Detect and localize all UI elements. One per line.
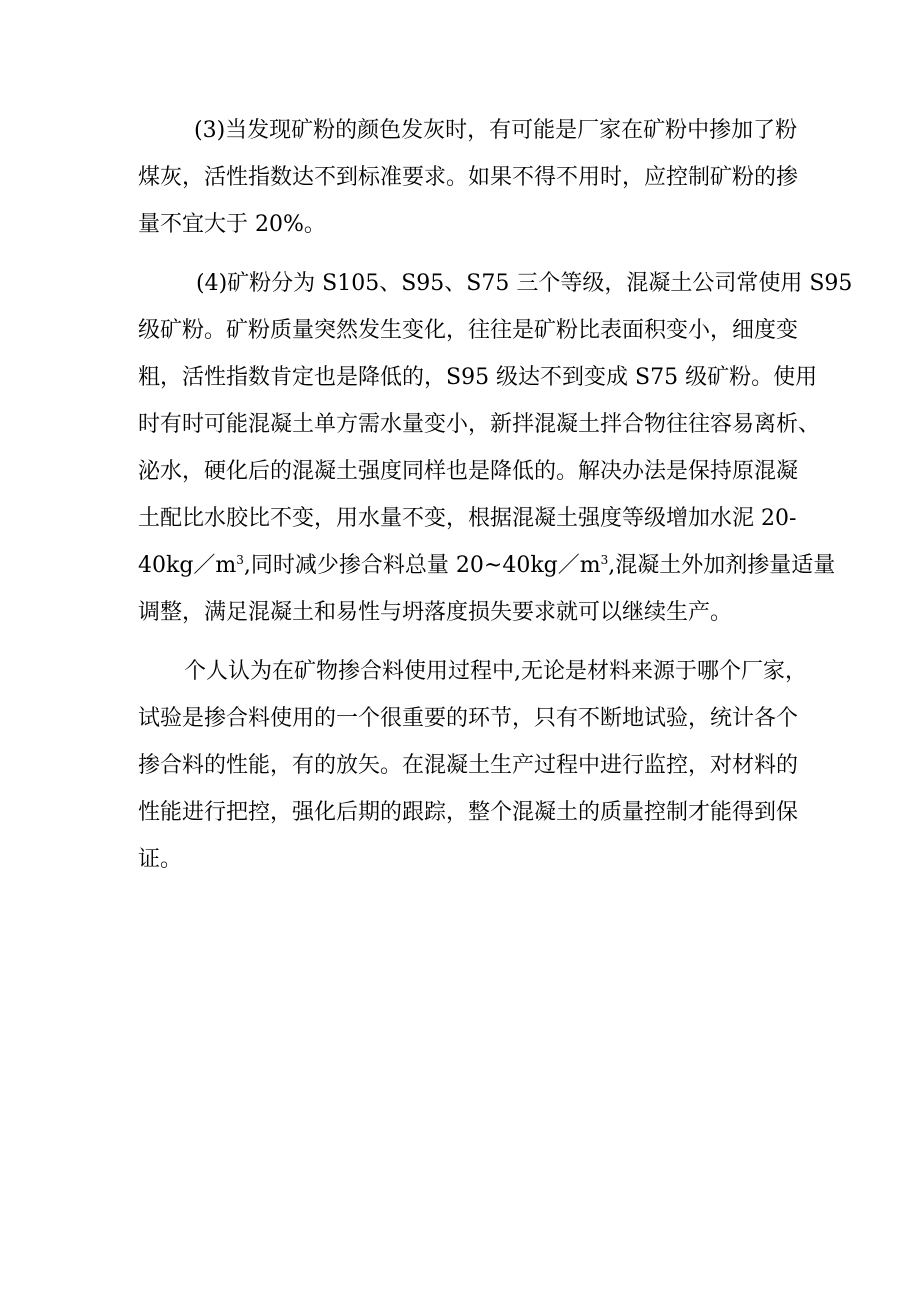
paragraph-gap — [138, 248, 788, 260]
paragraph-line: 证。 — [138, 847, 183, 872]
text-segment: 40kg／m — [138, 553, 237, 578]
paragraph-conclusion — [138, 648, 807, 883]
paragraph-line: 量不宜大于 20%。 — [138, 212, 326, 237]
paragraph-line: 煤灰，活性指数达不到标准要求。如果不得不用时，应控制矿粉的掺 — [138, 165, 799, 190]
paragraph-line: (4)矿粉分为 S105、S95、S75 三个等级，混凝土公司常使用 S95 — [196, 271, 853, 296]
paragraph-line: 试验是掺合料使用的一个很重要的环节，只有不断地试验，统计各个 — [138, 706, 799, 731]
paragraph-gap — [138, 636, 788, 648]
paragraph-line: 时有时可能混凝土单方需水量变小，新拌混凝土拌合物往往容易离析、 — [138, 412, 821, 437]
paragraph-line: 掺合料的性能，有的放矢。在混凝土生产过程中进行监控，对材料的 — [138, 753, 799, 778]
paragraph-line-with-units — [138, 542, 836, 589]
paragraph-line: 泌水，硬化后的混凝土强度同样也是降低的。解决办法是保持原混凝 — [138, 459, 799, 484]
document-body — [138, 107, 853, 883]
text-segment: ,混凝土外加剂掺量适量 — [608, 553, 836, 578]
paragraph-3 — [138, 107, 799, 248]
paragraph-line: 土配比水胶比不变，用水量不变，根据混凝土强度等级增加水泥 20- — [138, 506, 797, 531]
paragraph-4 — [138, 260, 853, 636]
paragraph-line: 级矿粉。矿粉质量突然发生变化，往往是矿粉比表面积变小，细度变 — [138, 318, 799, 343]
paragraph-line: 个人认为在矿物掺合料使用过程中,无论是材料来源于哪个厂家， — [184, 659, 807, 684]
paragraph-line: 性能进行把控，强化后期的跟踪，整个混凝土的质量控制才能得到保 — [138, 800, 799, 825]
paragraph-line: 粗，活性指数肯定也是降低的，S95 级达不到变成 S75 级矿粉。使用 — [138, 365, 818, 390]
superscript: 3 — [600, 553, 609, 567]
superscript: 3 — [236, 553, 244, 567]
text-segment: ,同时减少掺合料总量 20~40kg／m — [243, 553, 601, 578]
paragraph-line: 调整，满足混凝土和易性与坍落度损失要求就可以继续生产。 — [138, 600, 733, 625]
paragraph-line: (3)当发现矿粉的颜色发灰时，有可能是厂家在矿粉中掺加了粉 — [194, 118, 798, 143]
